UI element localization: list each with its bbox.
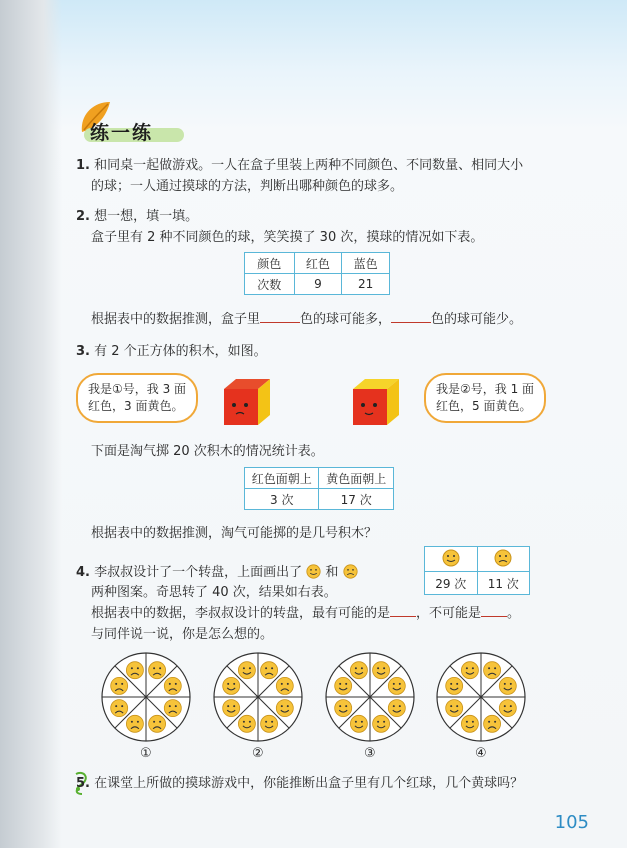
q3-question: 根据表中的数据推测，淘气可能掷的是几号积木？ — [91, 526, 378, 541]
sad-face-icon — [343, 564, 358, 579]
q1-text-line2: 的球；一人通过摸球的方法，判断出哪种颜色的球多。 — [91, 179, 404, 194]
sad-face-icon — [126, 715, 143, 732]
smiley-face-icon — [261, 715, 278, 732]
bubble2-line2: 红色，5 面黄色。 — [436, 399, 532, 413]
q1-text-line1: 和同桌一起做游戏。一人在盒子里装上两种不同颜色、不同数量、相同大小 — [94, 158, 524, 173]
sad-face-icon — [149, 662, 166, 679]
bubble1-line2: 红色，3 面黄色。 — [88, 399, 184, 413]
q2-conclusion — [91, 311, 522, 329]
bubble1-line1: 我是①号，我 3 面 — [88, 382, 187, 396]
spinner-label: ④ — [475, 746, 487, 761]
q2-number: 2. — [76, 209, 90, 224]
cube1-illustration — [218, 375, 274, 431]
q1-line1 — [76, 157, 523, 175]
q2-table — [244, 252, 390, 295]
table-row — [245, 274, 390, 295]
q3-intro: 下面是淘气掷 20 次积木的情况统计表。 — [91, 444, 324, 459]
q2-value-blue: 21 — [342, 274, 390, 295]
q4-header-happy — [425, 547, 478, 572]
q3-header-red-up: 红色面朝上 — [245, 468, 319, 489]
q2-header-red: 红色 — [294, 253, 342, 274]
q4-value-sad: 11 次 — [477, 572, 530, 595]
page-number: 105 — [554, 812, 589, 833]
smiley-face-icon — [446, 677, 463, 694]
q2-header-color: 颜色 — [245, 253, 295, 274]
q2-row-label: 次数 — [245, 274, 295, 295]
sad-face-icon — [164, 677, 181, 694]
q4-line1 — [76, 564, 358, 582]
q5-number: 5. — [76, 776, 90, 791]
q4-line1-text: 李叔叔设计了一个转盘，上面画出了 — [94, 565, 303, 580]
sad-face-icon — [164, 700, 181, 717]
q2-heading — [76, 208, 198, 226]
smiley-face-icon — [335, 700, 352, 717]
smiley-face-icon — [238, 715, 255, 732]
spinner-4 — [431, 647, 531, 747]
q2-blank-more[interactable] — [260, 322, 300, 323]
spinner-label: ① — [140, 746, 152, 761]
q3-table — [244, 467, 394, 510]
smiley-face-icon — [461, 662, 478, 679]
sad-face-icon — [484, 662, 501, 679]
smiley-face-icon — [388, 677, 405, 694]
smiley-face-icon — [442, 549, 460, 567]
sad-face-icon — [149, 715, 166, 732]
page-sidebar-shade — [0, 0, 62, 848]
q4-line1-and: 和 — [325, 565, 339, 580]
smiley-face-icon — [373, 662, 390, 679]
smiley-face-icon — [350, 715, 367, 732]
q3-value-yellow-up: 17 次 — [319, 489, 394, 510]
q4-value-happy: 29 次 — [425, 572, 478, 595]
spinner-label: ③ — [364, 746, 376, 761]
smiley-face-icon — [223, 700, 240, 717]
q2-conclusion-part3: 色的球可能少。 — [431, 312, 523, 327]
smiley-face-icon — [461, 715, 478, 732]
q3-title: 有 2 个正方体的积木，如图。 — [94, 344, 267, 359]
q4-line2: 两种图案。奇思转了 40 次，结果如右表。 — [91, 585, 337, 600]
smiley-face-icon — [306, 564, 321, 579]
q1-number: 1. — [76, 158, 90, 173]
cube2-illustration — [347, 375, 403, 431]
q2-conclusion-part1: 根据表中的数据推测，盒子里 — [91, 312, 261, 327]
q4-line4: 与同伴说一说，你是怎么想的。 — [91, 627, 274, 642]
sad-face-icon — [494, 549, 512, 567]
q2-header-blue: 蓝色 — [342, 253, 390, 274]
q4-line3 — [91, 605, 520, 623]
smiley-face-icon — [335, 677, 352, 694]
table-row — [245, 253, 390, 274]
q4-line3-part2: ，不可能是 — [416, 606, 482, 621]
q2-conclusion-part2: 色的球可能多， — [300, 312, 392, 327]
smiley-face-icon — [499, 700, 516, 717]
q2-blank-less[interactable] — [391, 322, 431, 323]
sad-face-icon — [484, 715, 501, 732]
smiley-face-icon — [388, 700, 405, 717]
cube1-speech-bubble — [76, 373, 198, 423]
sad-face-icon — [276, 677, 293, 694]
smiley-face-icon — [446, 700, 463, 717]
spinner-label: ② — [252, 746, 264, 761]
table-row — [245, 468, 394, 489]
smiley-face-icon — [238, 662, 255, 679]
table-row — [425, 547, 530, 572]
sad-face-icon — [126, 662, 143, 679]
q2-title: 想一想，填一填。 — [94, 209, 199, 224]
section-heading — [76, 98, 186, 146]
cube2-speech-bubble — [424, 373, 546, 423]
q4-number: 4. — [76, 565, 90, 580]
sad-face-icon — [111, 677, 128, 694]
bubble2-line1: 我是②号，我 1 面 — [436, 382, 535, 396]
spinner-1 — [96, 647, 196, 747]
q3-heading — [76, 343, 267, 361]
sad-face-icon — [111, 700, 128, 717]
q2-intro: 盒子里有 2 种不同颜色的球，笑笑摸了 30 次，摸球的情况如下表。 — [91, 230, 484, 245]
spinner-2 — [208, 647, 308, 747]
q3-number: 3. — [76, 344, 90, 359]
q4-blank-impossible[interactable] — [481, 616, 507, 617]
smiley-face-icon — [499, 677, 516, 694]
smiley-face-icon — [276, 700, 293, 717]
smiley-face-icon — [350, 662, 367, 679]
q4-line3-part3: 。 — [507, 606, 521, 621]
q5-text: 在课堂上所做的摸球游戏中，你能推断出盒子里有几个红球，几个黄球吗？ — [94, 776, 524, 791]
q5-line — [76, 775, 523, 793]
q4-blank-most-likely[interactable] — [390, 616, 416, 617]
section-title: 练一练 — [90, 122, 154, 144]
spinner-3 — [320, 647, 420, 747]
sad-face-icon — [261, 662, 278, 679]
smiley-face-icon — [373, 715, 390, 732]
table-row — [245, 489, 394, 510]
smiley-face-icon — [223, 677, 240, 694]
q3-header-yellow-up: 黄色面朝上 — [319, 468, 394, 489]
q2-value-red: 9 — [294, 274, 342, 295]
q3-value-red-up: 3 次 — [245, 489, 319, 510]
q4-header-sad — [477, 547, 530, 572]
q4-line3-part1: 根据表中的数据，李叔叔设计的转盘，最有可能的是 — [91, 606, 391, 621]
q4-table — [424, 546, 530, 595]
table-row — [425, 572, 530, 595]
